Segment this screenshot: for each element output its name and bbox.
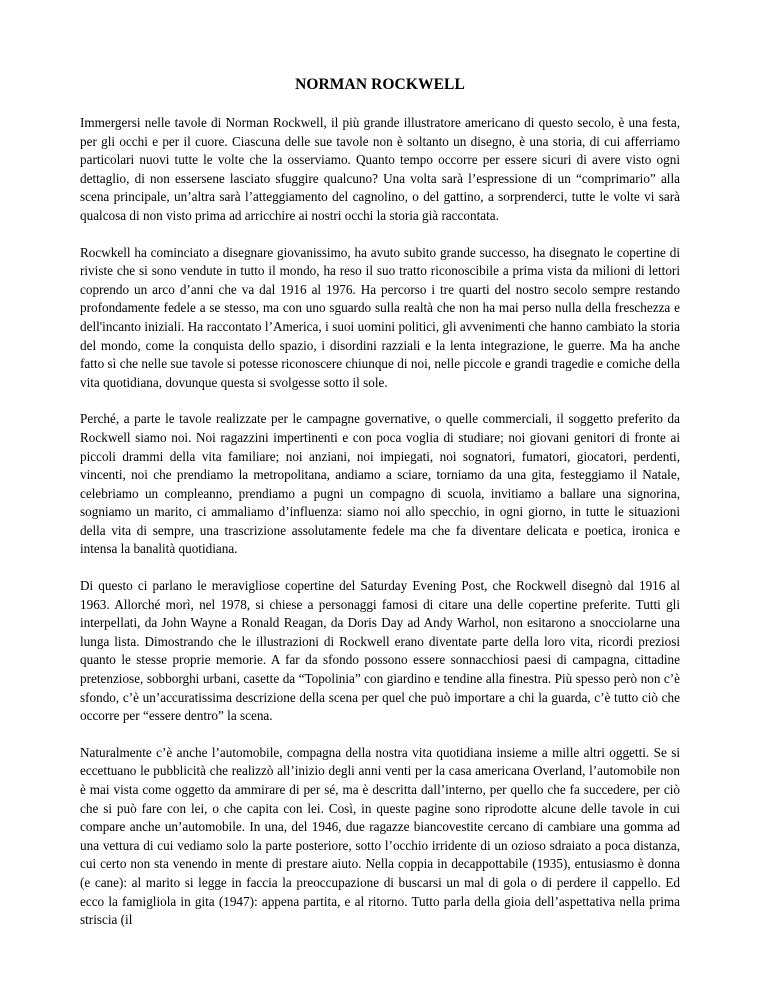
page-title: NORMAN ROCKWELL [295, 76, 465, 93]
paragraph-intro: Immergersi nelle tavole di Norman Rockwell, il più grande illustratore americano di questo secolo, è una festa, per gli occhi e per il cuore. Ciascuna delle sue tavole non è soltanto un disegno, è una storia, di cui afferriamo particolari nuovi tutte le volte che la osserviamo. Quanto tempo occorre per essere sicuri di avere visto ogni dettaglio, di non essersene lasciato sfuggire qualcuno? Una volta sarà l’espressione di un “comprimario” alla scena principale, un’altra sarà l’atteggiamento del cagnolino, o del gattino, a sorprenderci, tutte le volte vi sarà qualcosa di non visto prima ad arricchire ai nostri occhi la storia già raccontata. [80, 115, 680, 223]
paragraph-subjects: Perché, a parte le tavole realizzate per le campagne governative, o quelle commerciali, il soggetto preferito da Rockwell siamo noi. Noi ragazzini impertinenti e con poca voglia di studiare; noi giovani genitori di fronte ai piccoli drammi della vita familiare; noi anziani, noi impiegati, noi sognatori, fumatori, giocatori, perdenti, vincenti, noi che prendiamo la metropolitana, andiamo a sciare, torniamo da una gita, festeggiamo il Natale, celebriamo un compleanno, prendiamo a pugni un compagno di scuola, invitiamo a ballare una signorina, sogniamo un marito, ci ammaliamo d’influenza: siamo noi allo specchio, in ogni giorno, in tutte le situazioni della vita di sempre, una trascrizione assolutamente fedele ma che fa diventare delicata e poetica, ironica e intensa la banalità quotidiana. [80, 411, 680, 557]
document-page [80, 0, 680, 930]
paragraph-career: Rocwkell ha cominciato a disegnare giovanissimo, ha avuto subito grande successo, ha disegnato le copertine di riviste che si sono vendute in tutto il mondo, ha reso il suo tratto riconoscibile a prima vista da milioni di lettori coprendo un arco d’anni che va dal 1916 al 1976. Ha percorso i tre quarti del nostro secolo sempre restando profondamente fedele a se stesso, ma con uno sguardo sulla realtà che non ha mai perso nulla della freschezza e dell'incanto iniziali. Ha raccontato l’America, i suoi uomini politici, gli avvenimenti che hanno cambiato la storia del mondo, come la conquista dello spazio, i disordini razziali e la lenta integrazione, le guerre. Ma ha anche fatto sì che nelle sue tavole si potesse riconoscere chiunque di noi, nelle piccole e grandi tragedie e comiche della vita quotidiana, dovunque questa si svolgesse sotto il sole. [80, 244, 680, 390]
paragraph-saturday-evening-post: Di questo ci parlano le meravigliose copertine del Saturday Evening Post, che Rockwell disegnò dal 1916 al 1963. Allorché morì, nel 1978, si chiese a personaggi famosi di citare una delle copertine preferite. Tutti gli interpellati, da John Wayne a Ronald Reagan, da Doris Day ad Andy Warhol, non esitarono a snocciolarne una lunga lista. Dimostrando che le illustrazioni di Rockwell erano diventate parte della loro vita, ricordi preziosi quanto le stesse proprie memorie. A far da sfondo possono essere sonnacchiosi paesi di campagna, cittadine pretenziose, sobborghi urbani, casette da “Topolinia” con giardino e tendine alla finestra. Più spesso però non c’è sfondo, c’è un’accuratissima descrizione della scena per quel che può importare a chi la guarda, c’è tutto ciò che occorre per “essere dentro” la scena. [80, 578, 680, 724]
paragraph-automobile: Naturalmente c’è anche l’automobile, compagna della nostra vita quotidiana insieme a mille altri oggetti. Se si eccettuano le pubblicità che realizzò all’inizio degli anni venti per la casa americana Overland, l’automobile non è mai vista come oggetto da ammirare di per sé, ma è descritta dall’interno, per quello che fa succedere, per ciò che si può fare con lei, o che capita con lei. Così, in queste pagine sono riprodotte alcune delle tavole in cui compare anche un’automobile. In una, del 1946, due ragazze biancovestite cercano di cambiare una gomma ad una vettura di cui vediamo solo la parte posteriore, sotto l’occhio irridente di un ozioso sdraiato a poca distanza, cui certo non sta venendo in mente di prestare aiuto. Nella coppia in decappottabile (1935), entusiasmo è donna (e cane): al marito si legge in faccia la preoccupazione di buscarsi un mal di gola o di perdere il cappello. Ed ecco la famigliola in gita (1947): appena partita, e al ritorno. Tutto parla della gioia dell’aspettativa nella prima striscia (il [80, 744, 680, 928]
